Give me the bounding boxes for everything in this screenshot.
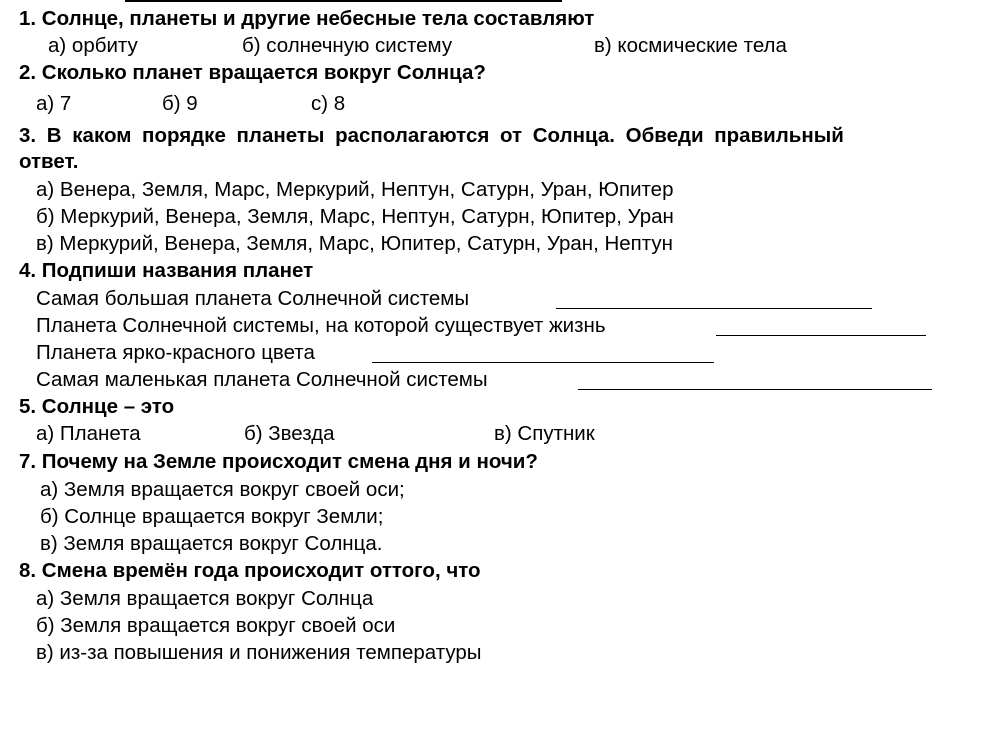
q2-option-a: а) 7 <box>36 92 72 115</box>
q4-prompt-3 <box>36 340 315 366</box>
q4-prompt-2-text: Планета Солнечной системы, на которой существует жизнь <box>36 314 606 337</box>
q1-option-c: в) космические тела <box>594 34 787 57</box>
question-7-title: 7. Почему на Земле происходит смена дня и ночи? <box>19 450 538 473</box>
question-2-title: 2. Сколько планет вращается вокруг Солнца? <box>19 61 486 84</box>
top-rule <box>125 0 562 2</box>
q5-option-b: б) Звезда <box>244 422 335 445</box>
q8-option-b: б) Земля вращается вокруг своей оси <box>36 614 396 637</box>
q4-answer-line-1[interactable] <box>556 290 872 309</box>
q4-prompt-3-text: Планета ярко-красного цвета <box>36 341 315 364</box>
q8-option-c: в) из-за повышения и понижения температуры <box>36 641 482 664</box>
question-4-title: 4. Подпиши названия планет <box>19 259 314 282</box>
q3-option-a: а) Венера, Земля, Марс, Меркурий, Нептун, Сатурн, Уран, Юпитер <box>36 178 674 201</box>
question-5-title: 5. Солнце – это <box>19 395 175 418</box>
q4-prompt-1 <box>36 286 469 312</box>
q7-option-b: б) Солнце вращается вокруг Земли; <box>40 505 384 528</box>
q5-option-c: в) Спутник <box>494 422 595 445</box>
q1-option-a: а) орбиту <box>48 34 138 57</box>
q4-prompt-1-text: Самая большая планета Солнечной системы <box>36 287 470 310</box>
q1-option-b: б) солнечную систему <box>242 34 453 57</box>
q4-prompt-4 <box>36 367 488 393</box>
q8-option-a: а) Земля вращается вокруг Солнца <box>36 587 374 610</box>
q4-answer-line-4[interactable] <box>578 371 932 390</box>
q7-option-c: в) Земля вращается вокруг Солнца. <box>40 532 383 555</box>
question-1-title: 1. Солнце, планеты и другие небесные тела составляют <box>19 7 595 30</box>
q2-option-c: с) 8 <box>311 92 346 115</box>
q3-option-b: б) Меркурий, Венера, Земля, Марс, Нептун, Сатурн, Юпитер, Уран <box>36 205 674 228</box>
q3-option-c: в) Меркурий, Венера, Земля, Марс, Юпитер, Сатурн, Уран, Нептун <box>36 232 673 255</box>
question-3-title-cont: ответ. <box>19 150 79 173</box>
q5-option-a: а) Планета <box>36 422 141 445</box>
q4-answer-line-2[interactable] <box>716 317 926 336</box>
q4-prompt-2 <box>36 313 606 339</box>
q7-option-a: а) Земля вращается вокруг своей оси; <box>40 478 405 501</box>
q4-answer-line-3[interactable] <box>372 344 714 363</box>
question-8-title: 8. Смена времён года происходит оттого, что <box>19 559 481 582</box>
q2-option-b: б) 9 <box>162 92 198 115</box>
q4-prompt-4-text: Самая маленькая планета Солнечной системы <box>36 368 488 391</box>
question-3-title: 3. В каком порядке планеты располагаются от Солнца. Обведи правильный <box>19 124 844 147</box>
